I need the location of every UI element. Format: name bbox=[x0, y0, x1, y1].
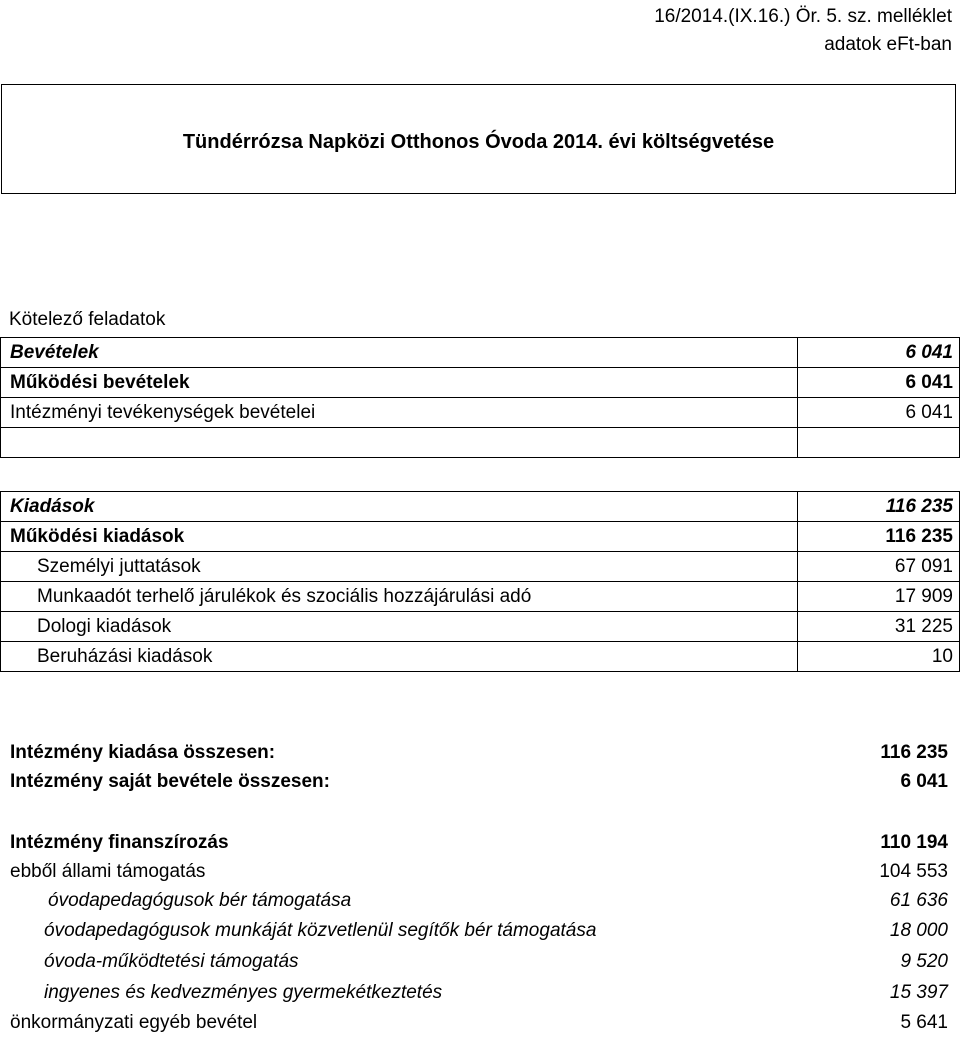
row-value: 116 235 bbox=[798, 492, 960, 522]
financing-value: 61 636 bbox=[889, 890, 948, 911]
row-label: Bevételek bbox=[1, 338, 798, 368]
table-row bbox=[1, 612, 960, 642]
total-row bbox=[0, 771, 960, 801]
financing-row bbox=[0, 1012, 960, 1042]
row-label: Dologi kiadások bbox=[1, 612, 798, 642]
row-label: Működési kiadások bbox=[1, 522, 798, 552]
total-label: Intézmény saját bevétele összesen: bbox=[10, 771, 330, 792]
financing-row bbox=[0, 890, 960, 920]
row-value bbox=[798, 428, 960, 458]
section-label: Kötelező feladatok bbox=[9, 309, 166, 330]
table-row bbox=[1, 552, 960, 582]
total-label: Intézmény kiadása összesen: bbox=[10, 742, 276, 763]
financing-row bbox=[0, 861, 960, 891]
row-value: 17 909 bbox=[798, 582, 960, 612]
table-row bbox=[1, 492, 960, 522]
financing-label: ebből állami támogatás bbox=[10, 861, 206, 882]
row-label: Beruházási kiadások bbox=[1, 642, 798, 672]
financing-value: 5 641 bbox=[900, 1012, 948, 1033]
financing-value: 9 520 bbox=[900, 951, 948, 972]
table-row bbox=[1, 428, 960, 458]
financing-row bbox=[0, 920, 960, 950]
row-value: 6 041 bbox=[798, 368, 960, 398]
row-label bbox=[1, 428, 798, 458]
total-value: 116 235 bbox=[880, 742, 948, 763]
row-value: 31 225 bbox=[798, 612, 960, 642]
financing-row bbox=[0, 832, 960, 862]
unit-label: adatok eFt-ban bbox=[824, 34, 952, 55]
decree-reference: 16/2014.(IX.16.) Ör. 5. sz. melléklet bbox=[654, 6, 952, 27]
financing-label: ingyenes és kedvezményes gyermekétkeztetés bbox=[44, 982, 443, 1003]
financing-row bbox=[0, 982, 960, 1012]
financing-label: óvodapedagógusok munkáját közvetlenül segítők bér támogatása bbox=[44, 920, 597, 941]
row-label: Intézményi tevékenységek bevételei bbox=[1, 398, 798, 428]
financing-value: 18 000 bbox=[889, 920, 948, 941]
financing-value: 15 397 bbox=[889, 982, 948, 1003]
financing-row bbox=[0, 951, 960, 981]
row-value: 116 235 bbox=[798, 522, 960, 552]
financing-label: óvoda-működtetési támogatás bbox=[44, 951, 299, 972]
total-value: 6 041 bbox=[900, 771, 948, 792]
table-row bbox=[1, 398, 960, 428]
row-value: 67 091 bbox=[798, 552, 960, 582]
title-box bbox=[1, 84, 956, 194]
row-value: 10 bbox=[798, 642, 960, 672]
row-label: Kiadások bbox=[1, 492, 798, 522]
row-label: Személyi juttatások bbox=[1, 552, 798, 582]
financing-label: önkormányzati egyéb bevétel bbox=[10, 1012, 258, 1033]
financing-label: óvodapedagógusok bér támogatása bbox=[48, 890, 352, 911]
financing-value: 104 553 bbox=[879, 861, 948, 882]
table-row bbox=[1, 338, 960, 368]
financing-value: 110 194 bbox=[880, 832, 948, 853]
table-row bbox=[1, 642, 960, 672]
revenue-table bbox=[0, 337, 960, 458]
table-row bbox=[1, 368, 960, 398]
total-row bbox=[0, 742, 960, 772]
row-value: 6 041 bbox=[798, 338, 960, 368]
page-title: Tündérrózsa Napközi Otthonos Óvoda 2014. évi költségvetése bbox=[182, 131, 775, 153]
row-value: 6 041 bbox=[798, 398, 960, 428]
row-label: Munkaadót terhelő járulékok és szociális hozzájárulási adó bbox=[1, 582, 798, 612]
expense-table bbox=[0, 491, 960, 672]
financing-label: Intézmény finanszírozás bbox=[10, 832, 229, 853]
table-row bbox=[1, 522, 960, 552]
table-row bbox=[1, 582, 960, 612]
row-label: Működési bevételek bbox=[1, 368, 798, 398]
